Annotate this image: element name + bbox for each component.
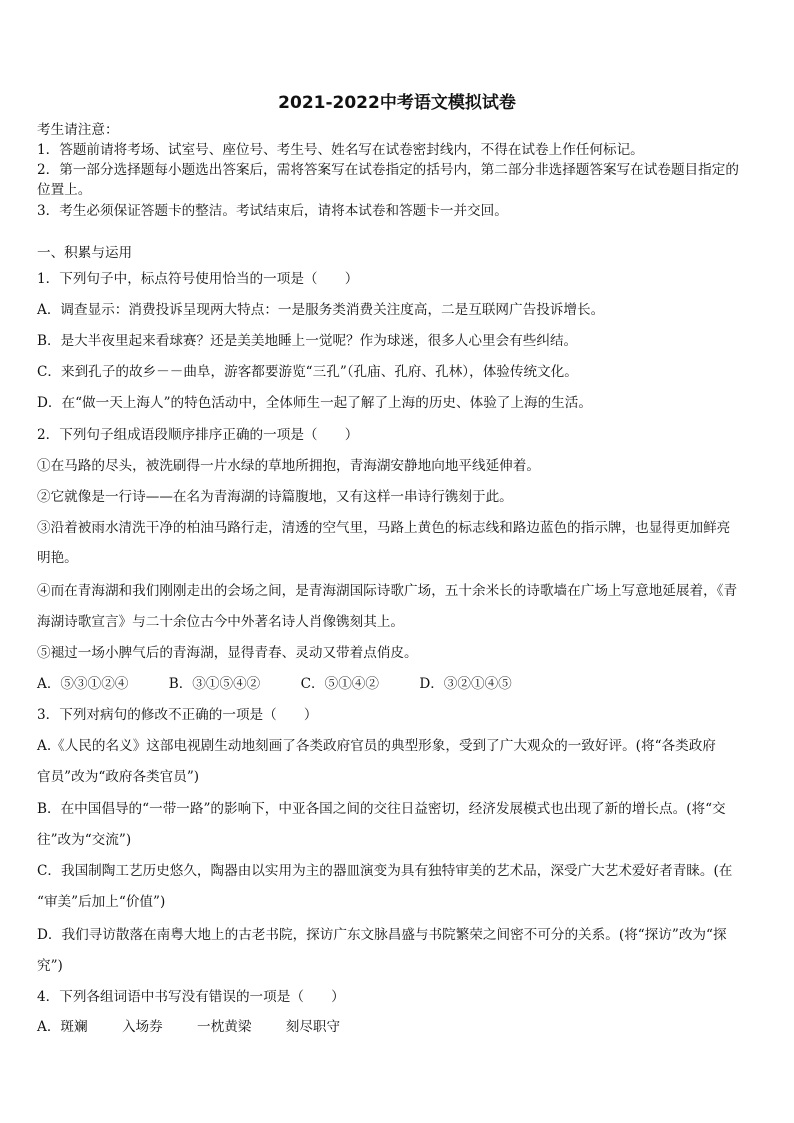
question-stem: 3．下列对病句的修改不正确的一项是（ ）: [37, 707, 318, 723]
answer-option: [37, 1017, 340, 1037]
passage-sentence: 海湖诗歌宣言》与二十余位古今中外著名诗人肖像镌刻其上。: [37, 614, 405, 630]
passage-sentence: ④而在青海湖和我们刚刚走出的会场之间，是青海湖国际诗歌广场，五十余米长的诗歌墙在广场上写意地延展着，《青: [37, 583, 738, 599]
notice-item: 2．第一部分选择题每小题选出答案后，需将答案写在试卷指定的括号内，第二部分非选择题答案写在试卷题目指定的: [37, 162, 739, 178]
passage-sentence: ①在马路的尽头，被洗刷得一片水绿的草地所拥抱，青海湖安静地向地平线延伸着。: [37, 458, 540, 474]
section-heading: 一、积累与运用: [37, 245, 133, 261]
answer-option: B．是大半夜里起来看球赛？还是美美地睡上一觉呢？作为球迷，很多人心里会有些纠结。: [37, 333, 578, 349]
answer-option: C．我国制陶工艺历史悠久，陶器由以实用为主的器皿演变为具有独特审美的艺术品，深受广大艺术爱好者青睐。(在: [37, 863, 733, 879]
answer-option: 官员”改为“政府各类官员”): [37, 769, 200, 785]
passage-sentence: ③沿着被雨水清洗干净的柏油马路行走，清透的空气里，马路上黄色的标志线和路边蓝色的指示牌，也显得更加鲜亮: [37, 520, 731, 536]
word-item: 入场券: [121, 1019, 163, 1035]
answer-option: D．在“做一天上海人”的特色活动中，全体师生一起了解了上海的历史、体验了上海的生活。: [37, 395, 592, 411]
word-item: A．斑斓: [37, 1019, 88, 1035]
question-stem: 1．下列句子中，标点符号使用恰当的一项是（ ）: [37, 271, 359, 287]
answer-option: 究”): [37, 958, 63, 974]
notice-heading: 考生请注意：: [37, 122, 119, 138]
answer-option: 往”改为“交流”): [37, 832, 132, 848]
question-stem: 4．下列各组词语中书写没有错误的一项是（ ）: [37, 989, 345, 1005]
answer-options-row: [37, 674, 512, 694]
notice-item: 1．答题前请将考场、试室号、座位号、考生号、姓名写在试卷密封线内，不得在试卷上作任何标记。: [37, 142, 644, 158]
answer-option: A．调查显示：消费投诉呈现两大特点：一是服务类消费关注度高，二是互联网广告投诉增长。: [37, 302, 605, 318]
word-item: 刻尽职守: [285, 1019, 341, 1035]
passage-sentence: 明艳。: [37, 550, 78, 566]
notice-item: 3．考生必须保证答题卡的整洁。考试结束后，请将本试卷和答题卡一并交回。: [37, 203, 508, 219]
passage-sentence: ⑤褪过一场小脾气后的青海湖，显得青春、灵动又带着点俏皮。: [37, 645, 418, 661]
answer-option: C．来到孔子的故乡－－曲阜，游客都要游览“三孔”（孔庙、孔府、孔林），体验传统文化。: [37, 364, 578, 380]
answer-option: D．③②①④⑤: [419, 676, 512, 692]
page-title: 2021-2022中考语文模拟试卷: [278, 93, 516, 113]
answer-option: “审美”后加上“价值”): [37, 894, 166, 910]
notice-item: 位置上。: [37, 182, 92, 198]
passage-sentence: ②它就像是一行诗——在名为青海湖的诗篇腹地，又有这样一串诗行镌刻于此。: [37, 489, 513, 505]
word-item: 一枕黄梁: [197, 1019, 252, 1035]
question-stem: 2．下列句子组成语段顺序排序正确的一项是（ ）: [37, 427, 359, 443]
answer-option: B．③①⑤④②: [168, 676, 261, 692]
answer-option: D．我们寻访散落在南粤大地上的古老书院，探访广东文脉昌盛与书院繁荣之间密不可分的关系。(将“探访”改为“探: [37, 927, 727, 943]
answer-option: A.《人民的名义》这部电视剧生动地刻画了各类政府官员的典型形象，受到了广大观众的一致好评。(将“各类政府: [37, 738, 716, 754]
answer-option: C．⑤①④②: [300, 676, 379, 692]
answer-option: B．在中国倡导的“一带一路”的影响下，中亚各国之间的交往日益密切，经济发展模式也出现了新的增长点。(将“交: [37, 801, 726, 817]
answer-option: A．⑤③①②④: [37, 676, 129, 692]
